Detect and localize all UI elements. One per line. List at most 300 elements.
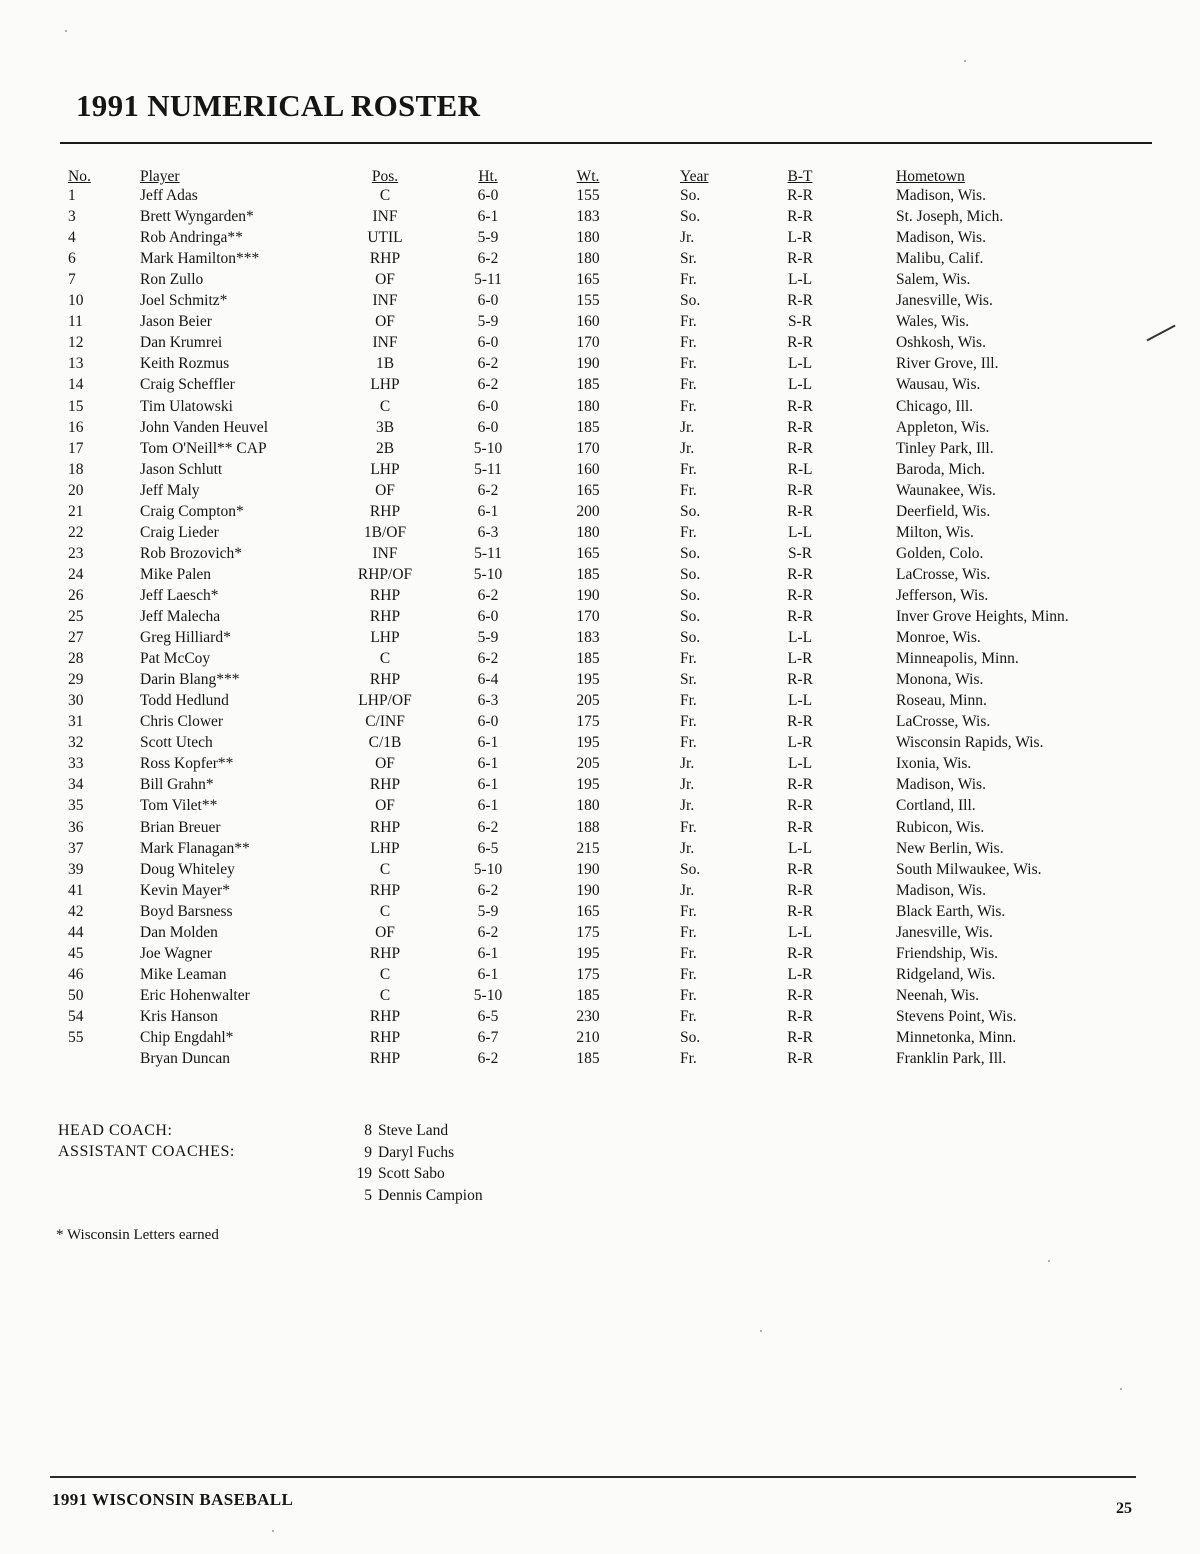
player-hometown: Franklin Park, Ill. bbox=[896, 1050, 1007, 1068]
player-year: Fr. bbox=[680, 397, 697, 415]
coach-item bbox=[348, 1144, 548, 1166]
player-year: Sr. bbox=[680, 671, 697, 689]
player-weight: 185 bbox=[576, 1050, 600, 1068]
player-number: 26 bbox=[68, 586, 84, 604]
player-number: 17 bbox=[68, 439, 84, 457]
player-bats-throws: R-R bbox=[787, 986, 813, 1004]
player-name: Boyd Barsness bbox=[140, 902, 233, 920]
player-weight: 175 bbox=[576, 923, 600, 941]
table-row bbox=[0, 650, 1200, 671]
player-height: 6-2 bbox=[477, 1050, 499, 1068]
player-height: 6-2 bbox=[477, 923, 499, 941]
player-height: 6-2 bbox=[477, 250, 499, 268]
player-hometown: Monroe, Wis. bbox=[896, 629, 981, 647]
header-no: No. bbox=[68, 168, 91, 185]
table-row bbox=[0, 1008, 1200, 1029]
player-height: 6-2 bbox=[477, 355, 499, 373]
coach-number: 5 bbox=[364, 1186, 372, 1204]
player-year: Jr. bbox=[680, 229, 695, 247]
letters-footnote: * Wisconsin Letters earned bbox=[56, 1227, 219, 1243]
player-position: C bbox=[379, 965, 391, 983]
player-height: 5-10 bbox=[473, 860, 503, 878]
table-row bbox=[0, 797, 1200, 818]
player-name: Todd Hedlund bbox=[140, 692, 229, 710]
coach-name: Dennis Campion bbox=[378, 1186, 483, 1204]
player-name: Dan Molden bbox=[140, 923, 218, 941]
player-height: 6-0 bbox=[477, 187, 499, 204]
player-bats-throws: S-R bbox=[787, 313, 813, 331]
player-year: So. bbox=[680, 586, 701, 604]
player-bats-throws: L-L bbox=[787, 755, 813, 773]
table-row bbox=[0, 355, 1200, 376]
player-height: 6-3 bbox=[477, 692, 499, 710]
scan-speck bbox=[272, 1530, 274, 1532]
player-year: Fr. bbox=[680, 965, 697, 983]
player-bats-throws: L-L bbox=[787, 271, 813, 289]
table-row bbox=[0, 461, 1200, 482]
table-row bbox=[0, 776, 1200, 797]
player-year: So. bbox=[680, 1029, 701, 1046]
page-number: 25 bbox=[1116, 1500, 1132, 1517]
player-height: 6-1 bbox=[477, 208, 499, 226]
player-hometown: Oshkosh, Wis. bbox=[896, 334, 986, 352]
player-bats-throws: L-L bbox=[787, 839, 813, 857]
table-row bbox=[0, 1029, 1200, 1050]
player-year: Jr. bbox=[680, 418, 695, 436]
coach-item bbox=[348, 1122, 548, 1144]
header-player: Player bbox=[140, 168, 180, 185]
player-height: 6-1 bbox=[477, 776, 499, 794]
title-divider bbox=[60, 142, 1152, 144]
coach-name: Scott Sabo bbox=[378, 1165, 445, 1182]
player-position: RHP bbox=[369, 818, 401, 836]
table-row bbox=[0, 229, 1200, 250]
table-row bbox=[0, 271, 1200, 292]
player-height: 5-9 bbox=[477, 313, 499, 331]
player-weight: 165 bbox=[576, 902, 600, 920]
player-position: INF bbox=[372, 292, 398, 310]
table-row bbox=[0, 755, 1200, 776]
player-year: Fr. bbox=[680, 650, 697, 668]
player-height: 5-9 bbox=[477, 229, 499, 247]
player-hometown: Friendship, Wis. bbox=[896, 944, 998, 962]
player-number: 18 bbox=[68, 460, 84, 478]
player-weight: 190 bbox=[576, 860, 600, 878]
player-bats-throws: R-R bbox=[787, 565, 813, 583]
table-row bbox=[0, 882, 1200, 903]
player-number: 50 bbox=[68, 986, 84, 1004]
player-bats-throws: R-R bbox=[787, 439, 813, 457]
player-height: 6-1 bbox=[477, 734, 499, 752]
table-row bbox=[0, 692, 1200, 713]
player-height: 6-3 bbox=[477, 523, 499, 541]
player-height: 6-2 bbox=[477, 818, 499, 836]
player-hometown: Wausau, Wis. bbox=[896, 376, 981, 394]
player-hometown: Tinley Park, Ill. bbox=[896, 439, 994, 457]
player-height: 5-11 bbox=[474, 460, 502, 478]
player-position: INF bbox=[372, 544, 398, 562]
player-name: Kevin Mayer* bbox=[140, 881, 230, 899]
player-year: Fr. bbox=[680, 271, 697, 289]
player-bats-throws: R-R bbox=[787, 881, 813, 899]
player-name: Pat McCoy bbox=[140, 650, 211, 668]
player-height: 6-0 bbox=[477, 608, 499, 625]
footer-divider bbox=[50, 1476, 1136, 1478]
coach-item bbox=[348, 1187, 548, 1209]
table-row bbox=[0, 734, 1200, 755]
player-height: 6-2 bbox=[477, 481, 499, 499]
player-hometown: Minneapolis, Minn. bbox=[896, 650, 1019, 668]
player-weight: 190 bbox=[576, 881, 600, 899]
player-number: 37 bbox=[68, 839, 84, 857]
player-bats-throws: L-R bbox=[787, 965, 813, 983]
table-row bbox=[0, 482, 1200, 503]
table-row bbox=[0, 440, 1200, 461]
player-bats-throws: R-R bbox=[787, 208, 813, 226]
player-position: RHP bbox=[369, 586, 401, 604]
header-hometown: Hometown bbox=[896, 168, 965, 185]
player-name: Eric Hohenwalter bbox=[140, 986, 250, 1004]
player-weight: 155 bbox=[576, 187, 600, 204]
player-number: 30 bbox=[68, 692, 84, 710]
player-hometown: River Grove, Ill. bbox=[896, 355, 999, 373]
player-name: Mark Hamilton*** bbox=[140, 250, 260, 268]
table-row bbox=[0, 819, 1200, 840]
player-bats-throws: L-L bbox=[787, 629, 813, 647]
player-bats-throws: R-R bbox=[787, 187, 813, 204]
player-position: RHP/OF bbox=[357, 565, 413, 583]
table-row bbox=[0, 250, 1200, 271]
player-bats-throws: L-R bbox=[787, 734, 813, 752]
coach-number: 9 bbox=[364, 1143, 372, 1161]
player-hometown: Madison, Wis. bbox=[896, 881, 986, 899]
player-hometown: LaCrosse, Wis. bbox=[896, 565, 991, 583]
table-row bbox=[0, 187, 1200, 208]
player-height: 6-7 bbox=[477, 1029, 499, 1046]
player-bats-throws: R-R bbox=[787, 292, 813, 310]
player-hometown: Wales, Wis. bbox=[896, 313, 970, 331]
player-name: Tom O'Neill** CAP bbox=[140, 439, 267, 457]
player-hometown: Janesville, Wis. bbox=[896, 292, 993, 310]
player-year: Fr. bbox=[680, 460, 697, 478]
scan-speck bbox=[760, 1330, 762, 1332]
player-year: Fr. bbox=[680, 944, 697, 962]
coach-name: Daryl Fuchs bbox=[378, 1143, 455, 1161]
player-name: Craig Lieder bbox=[140, 523, 219, 541]
player-height: 6-2 bbox=[477, 376, 499, 394]
table-row bbox=[0, 398, 1200, 419]
player-hometown: Janesville, Wis. bbox=[896, 923, 993, 941]
table-row bbox=[0, 376, 1200, 397]
player-year: Jr. bbox=[680, 439, 695, 457]
player-weight: 195 bbox=[576, 944, 600, 962]
player-height: 6-0 bbox=[477, 713, 499, 731]
player-position: LHP bbox=[370, 629, 400, 647]
player-position: RHP bbox=[369, 608, 401, 625]
player-weight: 160 bbox=[576, 460, 600, 478]
player-hometown: Madison, Wis. bbox=[896, 187, 986, 204]
player-hometown: LaCrosse, Wis. bbox=[896, 713, 991, 731]
player-name: Kris Hanson bbox=[140, 1007, 218, 1025]
player-name: Mike Leaman bbox=[140, 965, 227, 983]
player-position: INF bbox=[372, 334, 398, 352]
player-bats-throws: L-L bbox=[787, 355, 813, 373]
player-number: 34 bbox=[68, 776, 84, 794]
player-name: Keith Rozmus bbox=[140, 355, 230, 373]
table-row bbox=[0, 503, 1200, 524]
player-year: So. bbox=[680, 187, 701, 204]
player-number: 1 bbox=[68, 187, 76, 204]
player-name: Darin Blang*** bbox=[140, 671, 240, 689]
player-weight: 185 bbox=[576, 650, 600, 668]
player-weight: 230 bbox=[576, 1007, 600, 1025]
player-name: Scott Utech bbox=[140, 734, 213, 752]
player-hometown: Rubicon, Wis. bbox=[896, 818, 985, 836]
player-weight: 180 bbox=[576, 250, 600, 268]
table-row bbox=[0, 313, 1200, 334]
player-year: Jr. bbox=[680, 881, 695, 899]
player-name: Brett Wyngarden* bbox=[140, 208, 254, 226]
player-year: Fr. bbox=[680, 923, 697, 941]
player-bats-throws: R-R bbox=[787, 671, 813, 689]
player-name: Dan Krumrei bbox=[140, 334, 223, 352]
player-hometown: Wisconsin Rapids, Wis. bbox=[896, 734, 1044, 752]
coach-number: 19 bbox=[356, 1165, 372, 1182]
player-name: Jeff Adas bbox=[140, 187, 198, 204]
player-position: C bbox=[379, 986, 391, 1004]
player-bats-throws: R-R bbox=[787, 944, 813, 962]
player-year: Fr. bbox=[680, 523, 697, 541]
player-weight: 170 bbox=[576, 334, 600, 352]
player-year: Fr. bbox=[680, 692, 697, 710]
player-hometown: Milton, Wis. bbox=[896, 523, 974, 541]
player-number: 36 bbox=[68, 818, 84, 836]
table-row bbox=[0, 566, 1200, 587]
player-year: Fr. bbox=[680, 713, 697, 731]
player-weight: 205 bbox=[576, 755, 600, 773]
player-hometown: South Milwaukee, Wis. bbox=[896, 860, 1042, 878]
player-bats-throws: L-R bbox=[787, 650, 813, 668]
player-name: Ross Kopfer** bbox=[140, 755, 234, 773]
player-number: 29 bbox=[68, 671, 84, 689]
player-number: 54 bbox=[68, 1007, 84, 1025]
player-position: C/1B bbox=[368, 734, 402, 752]
player-bats-throws: S-R bbox=[787, 544, 813, 562]
table-row bbox=[0, 334, 1200, 355]
player-year: Jr. bbox=[680, 755, 695, 773]
player-bats-throws: R-R bbox=[787, 397, 813, 415]
player-height: 6-4 bbox=[477, 671, 499, 689]
player-bats-throws: R-R bbox=[787, 418, 813, 436]
page-title: 1991 NUMERICAL ROSTER bbox=[76, 88, 481, 123]
player-hometown: Black Earth, Wis. bbox=[896, 902, 1006, 920]
table-row bbox=[0, 966, 1200, 987]
player-number: 12 bbox=[68, 334, 84, 352]
player-name: Brian Breuer bbox=[140, 818, 221, 836]
player-position: RHP bbox=[369, 1029, 401, 1046]
player-weight: 180 bbox=[576, 523, 600, 541]
player-year: Fr. bbox=[680, 355, 697, 373]
player-year: Jr. bbox=[680, 776, 695, 794]
player-weight: 155 bbox=[576, 292, 600, 310]
player-position: RHP bbox=[369, 1007, 401, 1025]
player-height: 6-2 bbox=[477, 881, 499, 899]
table-row bbox=[0, 524, 1200, 545]
player-hometown: St. Joseph, Mich. bbox=[896, 208, 1004, 226]
player-hometown: Ridgeland, Wis. bbox=[896, 965, 996, 983]
player-height: 6-5 bbox=[477, 839, 499, 857]
player-year: Fr. bbox=[680, 481, 697, 499]
player-year: Fr. bbox=[680, 734, 697, 752]
roster-header-row bbox=[0, 168, 1200, 189]
player-weight: 200 bbox=[576, 502, 600, 520]
player-weight: 165 bbox=[576, 271, 600, 289]
scan-speck bbox=[964, 60, 966, 62]
player-hometown: Waunakee, Wis. bbox=[896, 481, 996, 499]
player-height: 5-10 bbox=[473, 439, 503, 457]
head-coach-label: HEAD COACH: bbox=[58, 1122, 173, 1139]
player-hometown: Cortland, Ill. bbox=[896, 797, 976, 815]
coach-number: 8 bbox=[364, 1122, 372, 1139]
player-bats-throws: R-R bbox=[787, 1050, 813, 1068]
player-position: OF bbox=[375, 481, 395, 499]
player-hometown: Madison, Wis. bbox=[896, 229, 986, 247]
player-bats-throws: R-R bbox=[787, 713, 813, 731]
player-name: Tom Vilet** bbox=[140, 797, 218, 815]
player-year: Fr. bbox=[680, 334, 697, 352]
player-hometown: Salem, Wis. bbox=[896, 271, 971, 289]
player-number: 14 bbox=[68, 376, 84, 394]
player-name: Joel Schmitz* bbox=[140, 292, 228, 310]
player-number: 42 bbox=[68, 902, 84, 920]
player-position: OF bbox=[375, 313, 395, 331]
player-weight: 210 bbox=[576, 1029, 600, 1046]
table-row bbox=[0, 208, 1200, 229]
player-position: LHP bbox=[370, 460, 400, 478]
player-bats-throws: R-R bbox=[787, 902, 813, 920]
player-number: 10 bbox=[68, 292, 84, 310]
player-weight: 165 bbox=[576, 481, 600, 499]
table-row bbox=[0, 861, 1200, 882]
player-hometown: Baroda, Mich. bbox=[896, 460, 986, 478]
player-position: LHP/OF bbox=[358, 692, 412, 710]
header-year: Year bbox=[680, 168, 709, 185]
player-weight: 183 bbox=[576, 629, 600, 647]
assistant-coaches-label: ASSISTANT COACHES: bbox=[58, 1143, 235, 1160]
player-bats-throws: R-R bbox=[787, 797, 813, 815]
player-number: 33 bbox=[68, 755, 84, 773]
player-number: 25 bbox=[68, 608, 84, 625]
table-row bbox=[0, 713, 1200, 734]
player-height: 5-10 bbox=[473, 986, 503, 1004]
player-year: So. bbox=[680, 208, 701, 226]
player-name: Chris Clower bbox=[140, 713, 224, 731]
player-position: RHP bbox=[369, 881, 401, 899]
player-year: So. bbox=[680, 565, 701, 583]
player-bats-throws: R-R bbox=[787, 860, 813, 878]
player-position: C bbox=[379, 650, 391, 668]
player-height: 6-5 bbox=[477, 1007, 499, 1025]
player-name: Jeff Maly bbox=[140, 481, 200, 499]
player-height: 6-0 bbox=[477, 418, 499, 436]
player-hometown: Malibu, Calif. bbox=[896, 250, 984, 268]
player-number: 13 bbox=[68, 355, 84, 373]
player-name: Tim Ulatowski bbox=[140, 397, 233, 415]
player-year: Fr. bbox=[680, 902, 697, 920]
player-position: OF bbox=[375, 797, 395, 815]
player-position: LHP bbox=[370, 376, 400, 394]
player-year: So. bbox=[680, 629, 701, 647]
player-number: 28 bbox=[68, 650, 84, 668]
player-hometown: Golden, Colo. bbox=[896, 544, 984, 562]
player-position: LHP bbox=[370, 839, 400, 857]
player-year: Fr. bbox=[680, 1007, 697, 1025]
player-position: RHP bbox=[369, 671, 401, 689]
coach-list bbox=[348, 1122, 548, 1208]
player-hometown: Deerfield, Wis. bbox=[896, 502, 991, 520]
player-number: 32 bbox=[68, 734, 84, 752]
player-year: So. bbox=[680, 544, 701, 562]
player-bats-throws: R-L bbox=[787, 460, 813, 478]
player-number: 11 bbox=[68, 313, 83, 331]
player-bats-throws: R-R bbox=[787, 586, 813, 604]
player-weight: 195 bbox=[576, 671, 600, 689]
table-row bbox=[0, 903, 1200, 924]
player-name: Ron Zullo bbox=[140, 271, 204, 289]
player-position: OF bbox=[375, 271, 395, 289]
player-name: Craig Scheffler bbox=[140, 376, 235, 394]
player-weight: 185 bbox=[576, 376, 600, 394]
player-height: 6-0 bbox=[477, 334, 499, 352]
player-hometown: Chicago, Ill. bbox=[896, 397, 974, 415]
player-hometown: Roseau, Minn. bbox=[896, 692, 987, 710]
player-name: Jason Beier bbox=[140, 313, 212, 331]
player-hometown: Stevens Point, Wis. bbox=[896, 1007, 1017, 1025]
player-weight: 190 bbox=[576, 586, 600, 604]
coach-name: Steve Land bbox=[378, 1122, 449, 1139]
player-number: 44 bbox=[68, 923, 84, 941]
player-name: John Vanden Heuvel bbox=[140, 418, 268, 436]
table-row bbox=[0, 987, 1200, 1008]
player-name: Craig Compton* bbox=[140, 502, 244, 520]
player-name: Jeff Laesch* bbox=[140, 586, 219, 604]
player-bats-throws: R-R bbox=[787, 776, 813, 794]
player-weight: 180 bbox=[576, 397, 600, 415]
player-year: Jr. bbox=[680, 797, 695, 815]
player-bats-throws: R-R bbox=[787, 502, 813, 520]
player-position: RHP bbox=[369, 250, 401, 268]
player-position: C/INF bbox=[365, 713, 405, 731]
player-bats-throws: R-R bbox=[787, 250, 813, 268]
player-position: C bbox=[379, 187, 391, 204]
header-ht: Ht. bbox=[478, 168, 498, 185]
player-position: 2B bbox=[375, 439, 395, 457]
player-year: Fr. bbox=[680, 818, 697, 836]
player-weight: 215 bbox=[576, 839, 600, 857]
table-row bbox=[0, 945, 1200, 966]
player-height: 6-0 bbox=[477, 397, 499, 415]
player-number: 27 bbox=[68, 629, 84, 647]
player-position: UTIL bbox=[367, 229, 403, 247]
player-name: Bill Grahn* bbox=[140, 776, 214, 794]
player-number: 41 bbox=[68, 881, 84, 899]
table-row bbox=[0, 629, 1200, 650]
player-height: 6-0 bbox=[477, 292, 499, 310]
player-number: 3 bbox=[68, 208, 76, 226]
player-height: 5-11 bbox=[474, 544, 502, 562]
player-hometown: Inver Grove Heights, Minn. bbox=[896, 608, 1069, 625]
player-number: 6 bbox=[68, 250, 76, 268]
